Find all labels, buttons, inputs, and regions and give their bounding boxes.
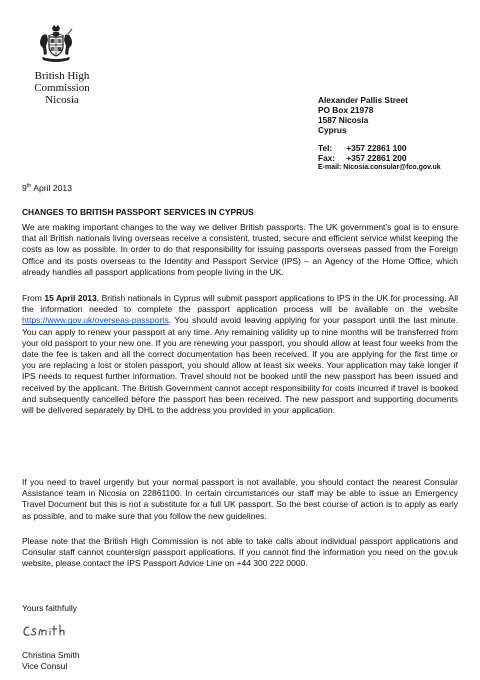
fax-label: Fax: [318,153,336,163]
date-suffix: th [26,183,32,190]
letter-date [22,183,72,193]
date-day: 9 [22,183,27,193]
paragraph-2-part2: . You should avoid leaving applying for your passport until the last minute. You can apply to renew your passport at any time. Any remaining validity up to nine months will be transferred from your old passport to your new one. If you are renewing your passport, you should allow at least four weeks from the date the fee is taken and all the correct documentation has been received. If you are applying for the first time or you are replacing a lost or stolen passport, you should allow at least six weeks. Your application may take longer if IPS needs to request further information. Travel should not be booked until the new passport has been issued and received by the applicant. The British Government cannot accept responsibility for costs incurred if travel is booked and subsequently cancelled before the passport has been received. The new passport and supporting documents will be delivered separately by DHL to the address you provided in your application. [22,315,458,416]
address-street: Alexander Pallis Street [318,95,408,105]
address-city: 1587 Nicosia [318,115,369,125]
address-po-box: PO Box 21978 [318,105,374,115]
signatory-title: Vice Consul [22,661,68,671]
org-line: British High [34,70,90,82]
spacer [318,135,441,143]
handwritten-signature-icon [22,623,82,639]
paragraph-4: Please note that the British High Commission is not able to take calls about individual passport applications and Consular staff cannot countersign passport applications. If you cannot find the information you need on the gov.uk website, please contact the IPS Passport Advice Line on +44 300 222 0000. [22,536,458,569]
letter-heading: CHANGES TO BRITISH PASSPORT SERVICES IN CYPRUS [22,207,254,217]
email-line: E-mail: Nicosia.consular@fco.gov.uk [318,164,441,171]
org-line: Nicosia [45,94,79,106]
address-country: Cyprus [318,125,347,135]
fax-number: +357 22861 200 [346,153,407,163]
closing-salutation: Yours faithfully [22,603,77,613]
paragraph-2-part1: , British nationals in Cyprus will submit passport applications to IPS in the UK for processing. All the information needed to complete the passport application process will be available on the website [22,293,458,315]
passport-website-link[interactable]: https://www.gov.uk/overseas-passports [22,315,169,326]
address-block [318,95,441,173]
phone-number: +357 22861 100 [346,143,407,153]
signatory-block [22,650,80,672]
paragraph-1: We are making important changes to the way we deliver British passports. The UK government’s goal is to ensure that all British nationals living overseas receive a consistent, trusted, secure and efficient service whilst keeping the costs as low as possible. In order to do that responsibility for issuing passports overseas passed from the Foreign Office and its posts overseas to the Identity and Passport Service (IPS) – an Agency of the Home Office, which already handles all passport applications from people living in the UK. [22,222,458,277]
paragraph-3: If you need to travel urgently but your normal passport is not available, you should contact the nearest Consular Assistance team in Nicosia on 22861100. In certain circumstances our staff may be able to issue an Emergency Travel Document but this is not a substitute for a full UK passport. So the best course of action is to apply as early as possible, and to make sure that you follow the new guidelines. [22,477,458,521]
signatory-name: Christina Smith [22,650,80,660]
fax-line [318,153,441,163]
org-line: Commission [34,82,90,94]
phone-label: Tel: [318,143,333,153]
paragraph-2-lead: From [22,293,45,303]
paragraph-2 [22,293,458,416]
date-rest: April 2013 [31,183,72,193]
royal-coat-of-arms-icon [38,24,74,64]
org-name [22,70,102,106]
phone-line [318,143,441,153]
effective-date: 15 April 2013 [44,293,97,303]
